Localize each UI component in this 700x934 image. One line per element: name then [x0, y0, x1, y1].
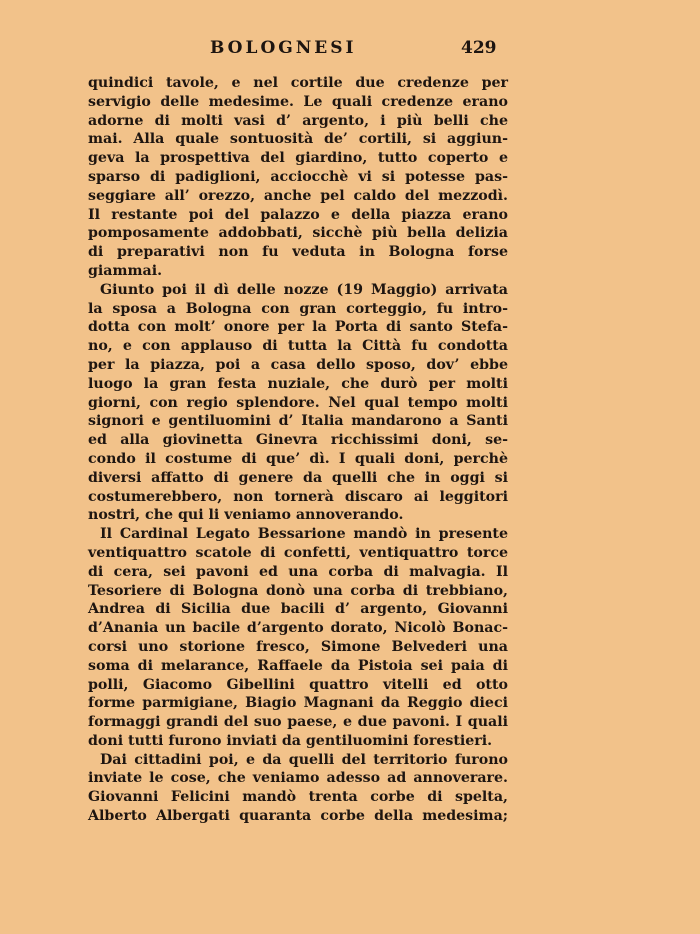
- body-text: [88, 74, 508, 826]
- text-line: polli, Giacomo Gibellini quattro vitelli ed otto: [88, 676, 508, 693]
- text-line: Giunto poi il dì delle nozze (19 Maggio) arrivata: [100, 281, 508, 298]
- text-line: servigio delle medesime. Le quali credenze erano: [88, 93, 508, 110]
- text-line: giammai.: [88, 262, 163, 279]
- running-head: BOLOGNESI: [210, 38, 357, 58]
- text-line: forme parmigiane, Biagio Magnani da Reggio dieci: [88, 695, 508, 712]
- text-line: Giovanni Felicini mandò trenta corbe di spelta,: [88, 789, 508, 806]
- text-line: dotta con molt’ onore per la Porta di santo Stefa-: [88, 319, 508, 336]
- text-line: ed alla giovinetta Ginevra ricchissimi doni, se-: [88, 432, 508, 449]
- text-line: diversi affatto di genere da quelli che in oggi si: [88, 469, 508, 486]
- text-line: di cera, sei pavoni ed una corba di malvagia. Il: [88, 563, 508, 580]
- text-line: giorni, con regio splendore. Nel qual tempo molti: [88, 394, 508, 411]
- text-line: Andrea di Sicilia due bacili d’ argento, Giovanni: [88, 601, 508, 618]
- page-number: 429: [461, 38, 497, 58]
- text-line: soma di melarance, Raffaele da Pistoia sei paia di: [88, 657, 508, 674]
- text-line: doni tutti furono inviati da gentiluomini forestieri.: [88, 732, 493, 749]
- text-line: di preparativi non fu veduta in Bologna forse: [88, 244, 508, 261]
- text-line: adorne di molti vasi d’ argento, i più belli che: [88, 112, 508, 129]
- text-line: sparso di padiglioni, acciocchè vi si potesse pas-: [88, 168, 508, 185]
- text-line: quindici tavole, e nel cortile due credenze per: [88, 75, 508, 91]
- text-line: pomposamente addobbati, sicchè più bella delizia: [88, 225, 508, 242]
- text-line: Il Cardinal Legato Bessarione mandò in presente: [100, 526, 508, 543]
- text-line: signori e gentiluomini d’ Italia mandarono a Santi: [88, 413, 508, 430]
- text-line: mai. Alla quale sontuosità de’ cortili, si aggiun-: [88, 131, 508, 148]
- text-line: Tesoriere di Bologna donò una corba di trebbiano,: [88, 582, 508, 599]
- text-line: Il restante poi del palazzo e della piazza erano: [88, 206, 508, 223]
- text-line: Dai cittadini poi, e da quelli del territorio furono: [100, 751, 508, 768]
- text-line: geva la prospettiva del giardino, tutto coperto e: [88, 150, 508, 167]
- page-header: [0, 38, 700, 62]
- text-line: seggiare all’ orezzo, anche pel caldo del mezzodì.: [88, 187, 508, 204]
- text-line: formaggi grandi del suo paese, e due pavoni. I quali: [88, 714, 508, 731]
- text-line: condo il costume di que’ dì. I quali doni, perchè: [88, 450, 508, 467]
- text-line: per la piazza, poi a casa dello sposo, dov’ ebbe: [88, 356, 508, 373]
- text-line: Alberto Albergati quaranta corbe della medesima;: [88, 808, 508, 825]
- text-line: ventiquattro scatole di confetti, ventiquattro torce: [88, 544, 508, 561]
- text-line: corsi uno storione fresco, Simone Belvederi una: [88, 638, 508, 655]
- text-line: d’Anania un bacile d’argento dorato, Nicolò Bonac-: [88, 620, 508, 637]
- text-line: no, e con applauso di tutta la Città fu condotta: [88, 338, 508, 355]
- text-line: luogo la gran festa nuziale, che durò per molti: [88, 375, 508, 392]
- text-line: nostri, che qui li veniamo annoverando.: [88, 507, 404, 524]
- text-line: inviate le cose, che veniamo adesso ad annoverare.: [88, 770, 508, 787]
- text-line: costumerebbero, non tornerà discaro ai leggitori: [88, 488, 508, 505]
- text-line: la sposa a Bologna con gran corteggio, fu intro-: [88, 300, 508, 317]
